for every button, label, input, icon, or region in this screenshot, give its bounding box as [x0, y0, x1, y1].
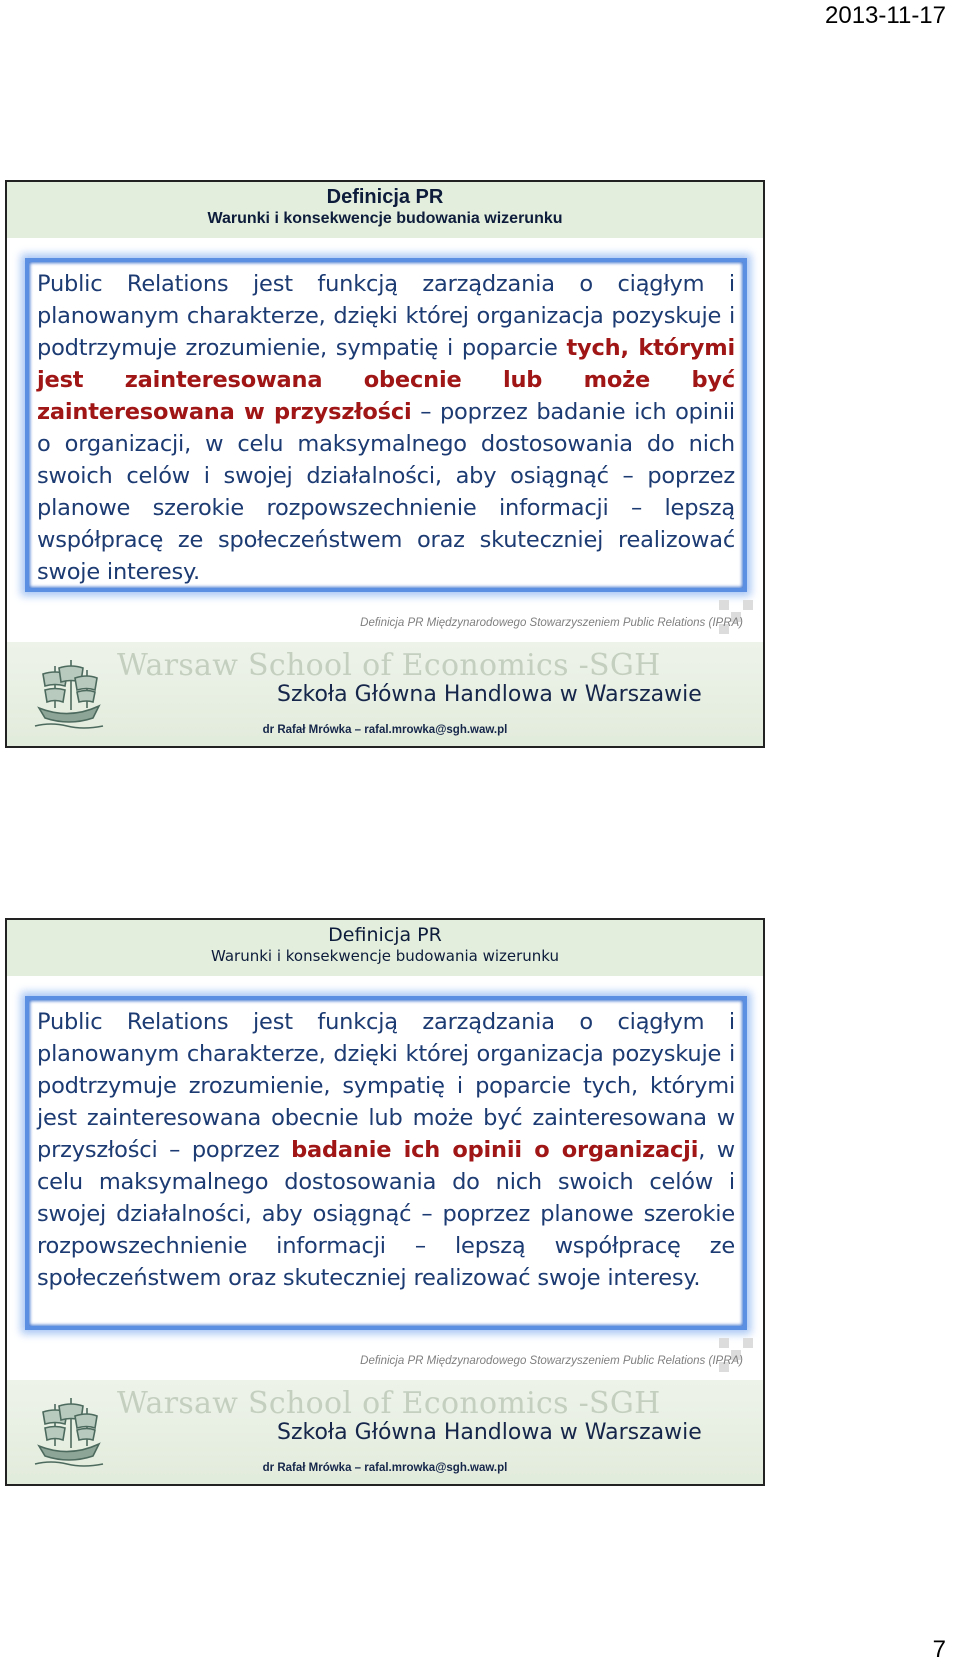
footer-band: [7, 642, 763, 748]
definition-box: [25, 258, 747, 592]
definition-text-pre: Public Relations jest funkcją zarządzania o ciągłym i planowanym charakterze, dzięki której organizacja pozyskuje i podtrzymuje zrozumienie, sympatię i poparcie tych, którymi jest zainteresowana obecnie lub może być zainteresowana w przyszłości – poprzez: [37, 1009, 735, 1163]
slide-title: Definicja PR: [328, 924, 442, 946]
footer-band: [7, 1380, 763, 1486]
slide-2: [5, 918, 765, 1486]
slide-title: Definicja PR: [326, 186, 444, 208]
sgh-ship-logo-icon: [31, 656, 107, 734]
definition-text: [37, 1006, 735, 1294]
definition-text-pre: Public Relations jest funkcją zarządzania o ciągłym i planowanym charakterze, dzięki której organizacja pozyskuje i podtrzymuje zrozumienie, sympatię i poparcie: [37, 271, 735, 361]
slide-header: [7, 182, 763, 238]
author-contact: dr Rafał Mrówka – rafal.mrowka@sgh.waw.pl: [262, 1462, 508, 1474]
school-name-polish: Szkoła Główna Handlowa w Warszawie: [277, 1420, 702, 1445]
definition-highlight: badanie ich opinii o organizacji: [291, 1137, 699, 1163]
source-note: Definicja PR Międzynarodowego Stowarzyszeniem Public Relations (IPRA): [360, 1355, 743, 1367]
source-note: Definicja PR Międzynarodowego Stowarzyszeniem Public Relations (IPRA): [360, 617, 743, 629]
slide-1: [5, 180, 765, 748]
school-name-english: Warsaw School of Economics -SGH: [117, 1386, 661, 1421]
slide-header: [7, 920, 763, 976]
definition-text-post: – poprzez badanie ich opinii o organizacji, w celu maksymalnego dostosowania do nich swoich celów i swojej działalności, aby osiągnąć – poprzez planowe szerokie rozpowszechnienie informacji – lepszą współpracę ze społeczeństwem oraz skuteczniej realizować swoje interesy.: [37, 399, 735, 585]
sgh-ship-logo-icon: [31, 1394, 107, 1472]
definition-text: [37, 268, 735, 588]
page-date: 2013-11-17: [825, 2, 946, 29]
school-name-polish: Szkoła Główna Handlowa w Warszawie: [277, 682, 702, 707]
slide-subtitle: Warunki i konsekwencje budowania wizerunku: [210, 947, 560, 965]
slide-subtitle: Warunki i konsekwencje budowania wizerunku: [207, 210, 563, 227]
definition-box: [25, 996, 747, 1330]
author-contact: dr Rafał Mrówka – rafal.mrowka@sgh.waw.pl: [262, 724, 508, 736]
definition-highlight: tych, którymi jest zainteresowana obecnie lub może być zainteresowana w przyszłości: [37, 335, 736, 425]
school-name-english: Warsaw School of Economics -SGH: [117, 648, 661, 683]
page-number: 7: [932, 1636, 946, 1663]
definition-text-post: , w celu maksymalnego dostosowania do nich swoich celów i swojej działalności, aby osiągnąć – poprzez planowe szerokie rozpowszechnienie informacji – lepszą współpracę ze społeczeństwem oraz skuteczniej realizować swoje interesy.: [37, 1137, 736, 1291]
